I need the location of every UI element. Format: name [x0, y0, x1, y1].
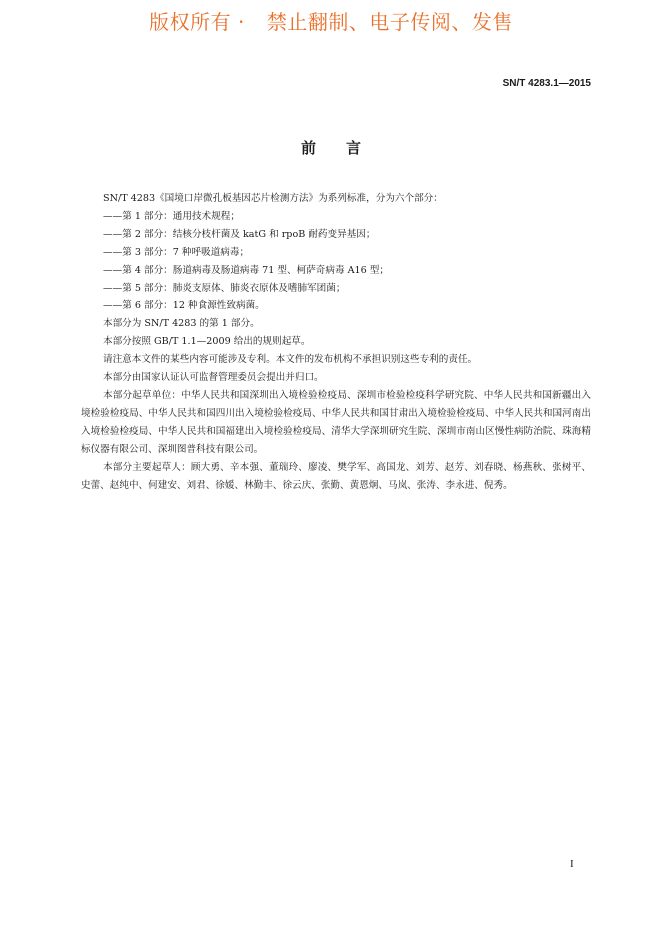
intro-paragraph: SN/T 4283《国境口岸微孔板基因芯片检测方法》为系列标准，分为六个部分：: [103, 193, 443, 204]
patent-notice-paragraph: 请注意本文件的某些内容可能涉及专利。本文件的发布机构不承担识别这些专利的责任。: [103, 354, 478, 366]
copyright-banner-part1: 版权所有 ·: [149, 10, 245, 34]
body-paragraph: 本部分按照 GB/T 1.1—2009 给出的规则起草。: [103, 336, 311, 348]
drafters-paragraph: 本部分主要起草人：顾大勇、辛本强、董瑞玲、廖凌、樊学军、高国龙、刘芳、赵芳、刘春晓、杨燕秋、张树平、史蕾、赵纯中、何建安、刘君、徐媛、林勤丰、徐云庆、张勤、黄恩炯、马岚、张涛、李永进、倪秀。: [81, 461, 591, 491]
copyright-banner-part2: 禁止翻制、电子传阅、发售: [266, 10, 513, 34]
body-paragraph: 本部分由国家认证认可监督管理委员会提出并归口。: [103, 372, 324, 384]
foreword-body: [81, 190, 591, 494]
part-list-item: ——第 1 部分：通用技术规程；: [103, 210, 240, 222]
page-title: 前言: [300, 139, 391, 157]
part-list-item: ——第 5 部分：肺炎支原体、肺炎衣原体及嗜肺军团菌；: [103, 282, 346, 294]
part-list-item: ——第 6 部分：12 种食源性致病菌。: [103, 300, 265, 312]
copyright-banner: [0, 6, 662, 35]
body-paragraph: 本部分为 SN/T 4283 的第 1 部分。: [103, 318, 260, 330]
page-number: I: [570, 858, 574, 870]
part-list-item: ——第 3 部分：7 种呼吸道病毒；: [103, 246, 250, 258]
part-list-item: ——第 4 部分：肠道病毒及肠道病毒 71 型、柯萨奇病毒 A16 型；: [103, 264, 389, 276]
drafting-units-paragraph: 本部分起草单位：中华人民共和国深圳出入境检验检疫局、深圳市检验检疫科学研究院、中华人民共和国新疆出入境检验检疫局、中华人民共和国四川出入境检验检疫局、中华人民共和国甘肃出入境检验检疫局、中华人民共和国河南出入境检验检疫局、中华人民共和国福建出入境检验检疫局、清华大学深圳研究生院、深圳市南山区慢性病防治院、珠海精标仪器有限公司、深圳图普科技有限公司。: [81, 389, 591, 455]
part-list-item: ——第 2 部分：结核分枝杆菌及 katG 和 rpoB 耐药变异基因；: [103, 228, 376, 240]
standard-code: SN/T 4283.1—2015: [502, 78, 591, 89]
